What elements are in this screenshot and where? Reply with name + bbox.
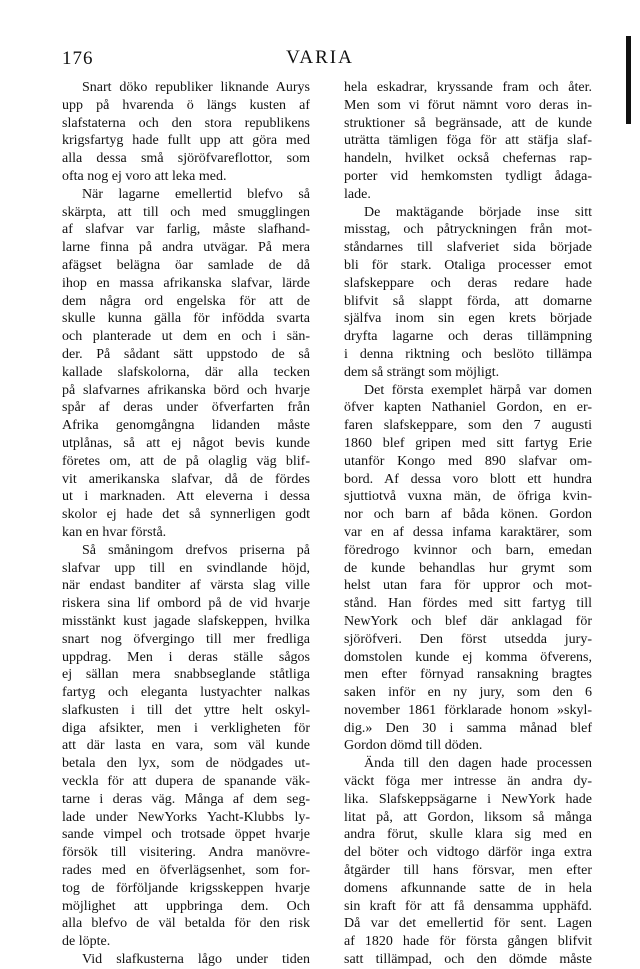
left-text-column (62, 79, 310, 969)
text-line: utanför Kongo med 890 slafvar om- (344, 453, 592, 469)
text-line: domstolen kunde ej komma öfverens, (344, 649, 592, 665)
text-line: del böter och vidtogo därför inga extra (344, 845, 592, 861)
text-line: utplånas, så att ej något bevis kunde (62, 435, 310, 451)
text-line: veckla för att dupera de spanande väk- (62, 774, 310, 790)
text-line: lade. (344, 186, 371, 202)
text-line: ut i marknaden. Att eleverna i dessa (62, 489, 310, 505)
text-line: tog de förföljande krigsskeppen hvarje (62, 880, 310, 896)
page-edge-mark (626, 36, 631, 124)
text-line: dem så strängt som möjligt. (344, 364, 500, 380)
text-line: skulle kunna gälla för infödda svarta (62, 311, 310, 327)
text-line: ihop en massa afrikanska slafvar, lärde (62, 275, 310, 291)
text-line: försök till visitering. Andra manövre- (62, 845, 310, 861)
text-line: sin kraft för att få densamma upphäfd. (344, 898, 592, 914)
text-line: skärpta, att till och med smugglingen (62, 204, 310, 220)
text-line: att där lasta en vara, som väl kunde (62, 738, 310, 754)
text-line: satt tillämpad, och den dömde måste (344, 952, 592, 968)
text-line: 1860 blef gripen med sitt fartyg Erie (344, 435, 592, 451)
text-line: slafstaterna och den stora republikens (62, 115, 310, 131)
text-line: diga afsikter, men i verkligheten för (62, 720, 310, 736)
text-line: dig.» Den 30 i samma månad blef (344, 720, 592, 736)
text-line: af slafvar var farlig, måste slafhand- (62, 222, 310, 238)
text-line: kan en hvar förstå. (62, 524, 167, 540)
text-line: af 1820 hade för första gången blifvit (344, 934, 592, 950)
running-head: VARIA (286, 47, 354, 68)
text-line: När lagarne emellertid blefvo så (82, 186, 310, 202)
text-line: litat på, att Gordon, liksom så många (344, 809, 592, 825)
text-line: vit amerikanska slafvar, då de fördes (62, 471, 310, 487)
text-line: uträtta tämligen föga för att stäfja slaf- (344, 133, 592, 149)
text-line: andra förut, skulle klara sig med en (344, 827, 592, 843)
text-line: Gordon dömd till döden. (344, 738, 483, 754)
text-line: i denna riktning och beslöto tillämpa (344, 346, 592, 362)
text-line: alla dessa små sjöröfvareflottor, som (62, 151, 310, 167)
text-line: var en af dessa infama karaktärer, som (344, 524, 592, 540)
text-line: Afrika genomgångna lidanden måste (62, 418, 310, 434)
text-line: öfver kapten Nathaniel Gordon, en er- (344, 400, 592, 416)
text-line: väckt föga mer intresse än andra dy- (344, 774, 592, 790)
text-line: helst utan fara för uppror och mot- (344, 578, 592, 594)
text-line: slafvar upp till en svindlande höjd, (62, 560, 310, 576)
text-line: fartyg och eleganta lustyachter nalkas (62, 685, 310, 701)
text-line: krigsfartyg hade fullt upp att göra med (62, 133, 310, 149)
text-line: på slafvarnes afrikanska börd och hvarje (62, 382, 310, 398)
text-line: dryfta lagarne och deras tillämpning (344, 329, 592, 345)
text-line: åtgärder till hans försvar, men efter (344, 863, 592, 879)
text-line: Då var det emellertid för sent. Lagen (344, 916, 592, 932)
text-line: uppdrag. Men i deras ställe sågos (62, 649, 310, 665)
text-line: afägset belägna öar samlade de då (62, 257, 310, 273)
text-line: slafskeppare och deras redare hade (344, 275, 592, 291)
text-line: ej sällan mera snabbseglande ståtliga (62, 667, 310, 683)
text-line: NewYork och blef där anklagad för (344, 613, 592, 629)
text-line: dem några ord engelska för att de (62, 293, 310, 309)
text-line: de kunde behandlas hur grymt som (344, 560, 592, 576)
text-line: hela eskadrar, kryssande fram och åter. (344, 80, 592, 95)
text-line: sande vimpel och trotsade öppet hvarje (62, 827, 310, 843)
text-line: Ända till den dagen hade processen (364, 756, 592, 772)
text-line: november 1861 förklarade honom »skyl- (344, 702, 592, 718)
text-line: Men som vi förut nämnt voro deras in- (344, 97, 592, 113)
text-line: upp på hvarenda ö längs kusten af (62, 97, 310, 113)
text-line: snart nog öfvergingo till mer fredliga (62, 631, 310, 647)
text-line: bord. Af dessa voro blott ett hundra (344, 471, 592, 487)
text-line: stånd. Han fördes med sitt fartyg till (344, 596, 592, 612)
text-line: kallade slafskolorna, där alla tecken (62, 364, 310, 380)
text-line: De maktägande började inse sitt (364, 204, 592, 220)
text-line: riskera sina lif ombord på de vid hvarje (62, 596, 310, 612)
text-line: domens afkunnande satte de in hela (344, 880, 592, 896)
text-line: der. På sådant sätt uppstodo de så (62, 346, 310, 362)
text-line: lade under NewYorks Yacht-Klubbs ly- (62, 809, 310, 825)
text-line: bli för stark. Otaliga processer emot (344, 257, 592, 273)
text-line: handeln, hvilket också chefernas rap- (344, 151, 592, 167)
text-line: företes om, att de på olaglig väg blif- (62, 453, 310, 469)
text-line: alla blefvo de väl betalda för den risk (62, 916, 310, 932)
text-line: nor och barn af båda könen. Gordon (344, 507, 592, 523)
text-line: när endast banditer af värsta slag ville (62, 578, 310, 594)
text-line: slafkusten i till det yttre helt oskyl- (62, 702, 310, 718)
text-line: de löpte. (62, 934, 111, 950)
text-line: misstag, och påtryckningen från mot- (344, 222, 592, 238)
text-line: sjuttiotvå vuxna män, de öfriga kvin- (344, 489, 592, 505)
text-line: själfva inom sin egen krets började (344, 311, 592, 327)
text-line: porter vid hemkomsten tydligt ådaga- (344, 168, 592, 184)
text-line: och planterade ut dem en och i sän- (62, 329, 310, 345)
text-line: Snart döko republiker liknande Aurys (82, 80, 310, 95)
text-line: struktioner så begränsade, att de kunde (344, 115, 592, 131)
text-line: Så småningom drefvos priserna på (82, 542, 310, 558)
text-line: skolor ej hade det så synnerligen godt (62, 507, 310, 523)
text-line: betala den lyx, som de nödgades ut- (62, 756, 310, 772)
text-line: spår af deras under öfverfarten från (62, 400, 310, 416)
text-line: möjlighet att uppbringa dem. Och (62, 898, 310, 914)
text-line: rades med en öfverlägsenhet, som for- (62, 863, 310, 879)
text-line: tarne i deras väg. Många af dem seg- (62, 791, 310, 807)
page-number: 176 (62, 48, 94, 69)
text-line: Vid slafkusterna lågo under tiden (82, 952, 310, 968)
text-line: föredrogo kvinnor och barn, emedan (344, 542, 592, 558)
text-line: larne finna på andra utvägar. På mera (62, 240, 310, 256)
text-line: lika. Slafskeppsägarne i NewYork hade (344, 791, 592, 807)
text-line: sjöröfveri. Den först utsedda jury- (344, 631, 592, 647)
text-line: ståndarnes till slafveriet sida började (344, 240, 592, 256)
text-line: faren slafskeppare, som den 7 augusti (344, 418, 592, 434)
text-line: Det första exemplet härpå var domen (364, 382, 592, 398)
text-line: saken inför en ny jury, som den 6 (344, 685, 592, 701)
text-line: blifvit så slappt förda, att domarne (344, 293, 592, 309)
text-line: ofta nog ej voro att leka med. (62, 168, 227, 184)
text-line: men efter förnyad ransakning bragtes (344, 667, 592, 683)
text-line: misstänkt kust jagade slafskeppen, hvilka (62, 613, 310, 629)
right-text-column (344, 79, 592, 969)
